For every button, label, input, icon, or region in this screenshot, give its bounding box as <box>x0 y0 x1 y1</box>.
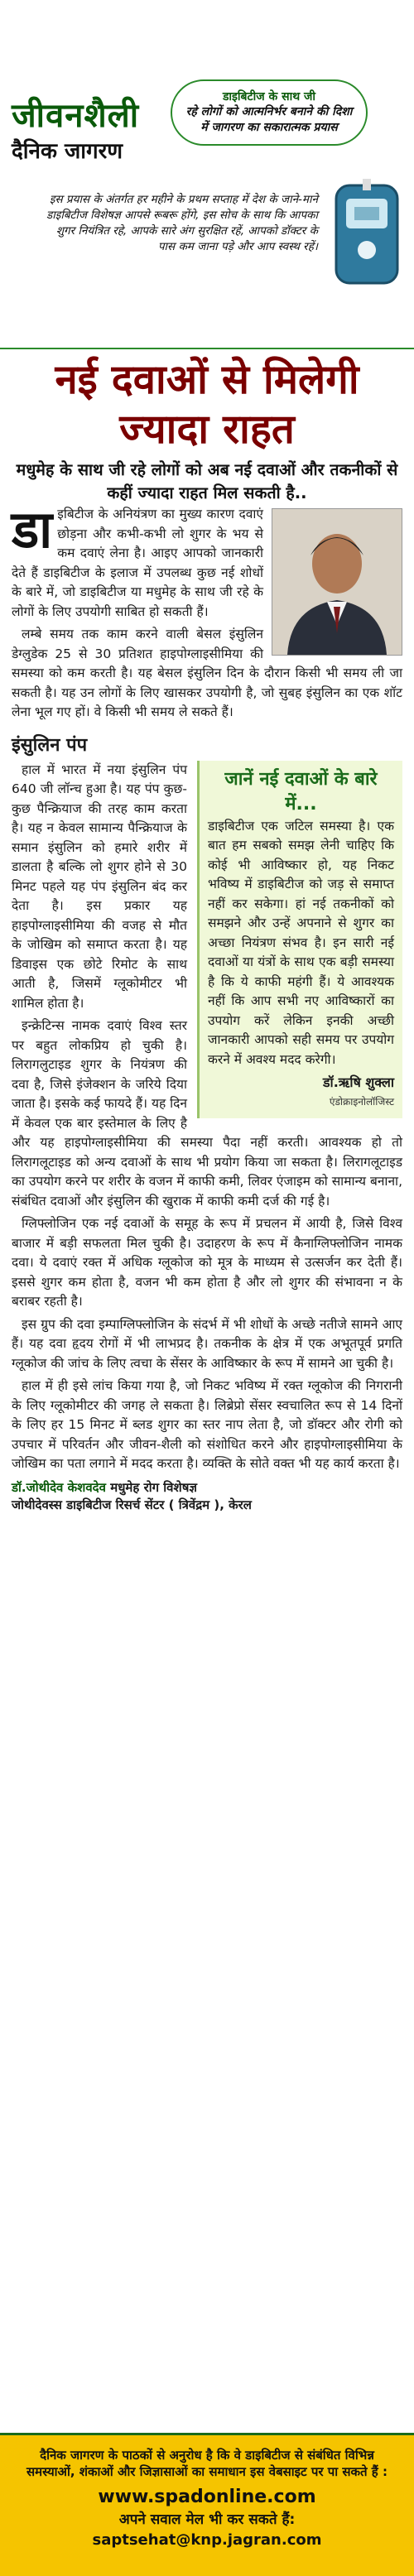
paragraph-7: हाल में ही इसे लांच किया गया है, जो निकट भविष्य में रक्त ग्लूकोज की निगरानी के लिए ग्लूकोमीटर की जगह ले सकता है। लिब्रेप्रो सेंसर स्वचालित रूप से 14 दिनों के लिए हर 15 मिनट में ब्लड शुगर का स्तर नाप लेता है, जो डॉक्टर और रोगी को उपचार में परिवर्तन और जीवन-शैली को संशोधित करने और हाइपोग्लाइसीमिया के जोखिम का पता लगाने में मदद करता है। व्यक्ति के सोते वक्त भी यह कार्य करता है। <box>12 1378 402 1471</box>
paragraph-5: ग्लिफ्लोजिन एक नई दवाओं के समूह के रूप में प्रचलन में आयी है, जिसे विश्व बाजार में बड़ी सफलता मिल चुकी है। उदाहरण के रूप में कैनाग्लिफ्लोजिन नामक दवा। ये दवाएं रक्त में अधिक ग्लूकोज को मूत्र के माध्यम से उत्सर्जन कर देती हैं। इससे शुगर कम होता है, वजन भी कम होता है और लो शुगर की संभावना न के बराबर रहती है। <box>12 1216 402 1309</box>
headline-title: नई दवाओं से मिलेगी ज्यादा राहत <box>55 355 359 453</box>
signature-title: मधुमेह रोग विशेषज्ञ <box>110 1479 197 1495</box>
brand-subtitle: दैनिक जागरण <box>12 139 123 164</box>
sidebar-box <box>197 761 402 1119</box>
article-body <box>0 499 414 1514</box>
bubble-line-1: डाइबिटीज के साथ जी <box>222 90 316 103</box>
drop-cap: डा <box>12 499 53 560</box>
speech-bubble <box>171 79 368 146</box>
masthead <box>0 0 414 349</box>
intro-text: इस प्रयास के अंतर्गत हर महीने के प्रथम सप्ताह में देश के जाने-माने डाइबिटीज विशेषज्ञ आपसे रूबरू होंगे, इस सोच के साथ कि आपका शुगर नियंत्रित रहे, आपके सारे अंग सुरक्षित रहें, आपको डॉक्टर के पास कम जाना पड़े और आप स्वस्थ रहें। <box>46 193 318 253</box>
footer-mail-text: अपने सवाल मेल भी कर सकते हैं: <box>118 2511 296 2528</box>
footer-banner <box>0 2433 414 2576</box>
brand-block <box>12 98 144 164</box>
signature-org: जोथीदेवस्स डाइबिटीज रिसर्च सेंटर ( त्रिवेंद्रम ), केरल <box>12 1497 252 1512</box>
footer-website-link[interactable]: www.spadonline.com <box>98 2487 316 2507</box>
sidebar-signature-title: एंडोक्राइनोलॉजिस्ट <box>329 1095 394 1108</box>
footer-email-link[interactable]: saptsehat@knp.jagran.com <box>92 2531 322 2549</box>
subheading-insulin-pump: इंसुलिन पंप <box>12 734 88 756</box>
paragraph-6: इस ग्रुप की दवा इम्पाग्लिफ्लोजिन के संदर्भ में भी शोधों के अच्छे नतीजे सामने आए हैं। यह दवा हृदय रोगों में भी लाभप्रद है। तकनीक के क्षेत्र में एक अभूतपूर्व प्रगति ग्लूकोज की जांच के लिए त्वचा के सेंसर के आविष्कार के रूप में सामने आ चुकी है। <box>12 1316 402 1371</box>
author-photo <box>272 508 402 656</box>
article-signature <box>12 1479 402 1514</box>
paragraph-3: हाल में भारत में नया इंसुलिन पंप 640 जी लॉन्च हुआ है। यह पंप कुछ-कुछ पैन्क्रियाज की तरह काम करता है। यह न केवल सामान्य पैन्क्रियाज के समान इंसुलिन को हमारे शरीर में डालता है बल्कि लो शुगर होने से 30 मिनट पहले यह पंप इंसुलिन बंद कर देता है। इस प्रकार यह हाइपोग्लाइसीमिया की वजह से मौत के जोखिम को समाप्त करता है। यह डिवाइस एक छोटे रिमोट के साथ आती है, जिसमें ग्लूकोमीटर भी शामिल होता है। <box>12 762 187 1011</box>
paragraph-1: इबिटीज के अनियंत्रण का मुख्य कारण दवाएं छोड़ना और कभी-कभी लो शुगर के भय से कम दवाएं लेना है। आइए आपको जानकारी देते हैं डाइबिटीज के इलाज में उपलब्ध कुछ नई शोधों के बारे में, जो डाइबिटीज या मधुमेह के साथ जी रहे के लोगों के लिए उपयोगी साबित हो सकती हैं। <box>12 507 263 619</box>
sidebar-signature: डॉ.ऋषि शुक्ला <box>323 1074 394 1090</box>
paragraph-2: लम्बे समय तक काम करने वाली बेसल इंसुलिन डेग्लुडेक 25 से 30 प्रतिशत हाइपोग्लाइसीमिया की समस्या को कम करती है। यह बेसल इंसुलिन दिन के दौरान किसी भी समय ली जा सकती है। यह उन लोगों के लिए खासकर उपयोगी है, जो सुबह इंसुलिन का एक शॉट लेना भूल गए हों। वे किसी भी समय ले सकते हैं। <box>12 627 402 719</box>
bubble-line-2: रहे लोगों को आत्मनिर्भर बनाने की दिशा में जागरण का सकारात्मक प्रयास <box>185 105 353 134</box>
footer-text: दैनिक जागरण के पाठकों से अनुरोध है कि वे डाइबिटीज से संबंधित विभिन्न समस्याओं, शंकाओं और जिज्ञासाओं का समाधान इस वेबसाइट पर पा सकते हैं : <box>26 2448 388 2479</box>
sidebar-text: डाइबिटीज एक जटिल समस्या है। एक बात हम सबको समझ लेनी चाहिए कि कोई भी आविष्कार हो, यह निकट भविष्य में डाइबिटीज को जड़ से समाप्त नहीं कर सकेगा। हां नई तकनीकों को समझने और उन्हें अपनाने से शुगर का अच्छा नियंत्रण संभव है। इन सारी नई दवाओं या यंत्रों के साथ एक बड़ी समस्या है कि ये काफी महंगी हैं। ये आवश्यक नहीं कि आप सभी नए आविष्कारों का उपयोग करें लेकिन इनकी अच्छी जानकारी आपको सही समय पर उपयोग करने में अवश्य मदद करेगी। <box>208 818 394 1067</box>
brand-title: जीवनशैली <box>12 96 140 135</box>
signature-name: डॉ.जोथीदेव केशवदेव <box>12 1479 106 1495</box>
headline-block <box>0 349 414 505</box>
glucometer-illustration <box>331 179 402 288</box>
headline-deck: मधुमेह के साथ जी रहे लोगों को अब नई दवाओं और तकनीकों से कहीं ज्यादा राहत मिल सकती है.. <box>16 460 398 502</box>
sidebar-heading: जानें नई दवाओं के बारे में... <box>224 768 378 815</box>
paragraph-4: इन्क्रेटिन्स नामक दवाएं विश्व स्तर पर बहुत लोकप्रिय हो चुकी है। लिरागलुटाइड शुगर के नियंत्रण की दवा है, जिसे इंजेक्शन के जरिये दिया जाता है। इसके कई फायदे हैं। यह दिन में केवल एक बार इस्तेमाल के लिए है और यह हाइपोग्लाइसीमिया की समस्या पैदा नहीं करती। आवश्यक हो तो लिरागलूटाइड को अन्य दवाओं के साथ भी प्रयोग किया जा सकता है। लिरागलूटाइड का उपयोग करने पर शरीर के वजन में काफी कमी, लिवर एंजाइम को सामान्य बनाना, संबंधित दवाओं और इंसुलिन की खुराक में काफी कमी दर्ज की गई है। <box>12 1018 402 1209</box>
